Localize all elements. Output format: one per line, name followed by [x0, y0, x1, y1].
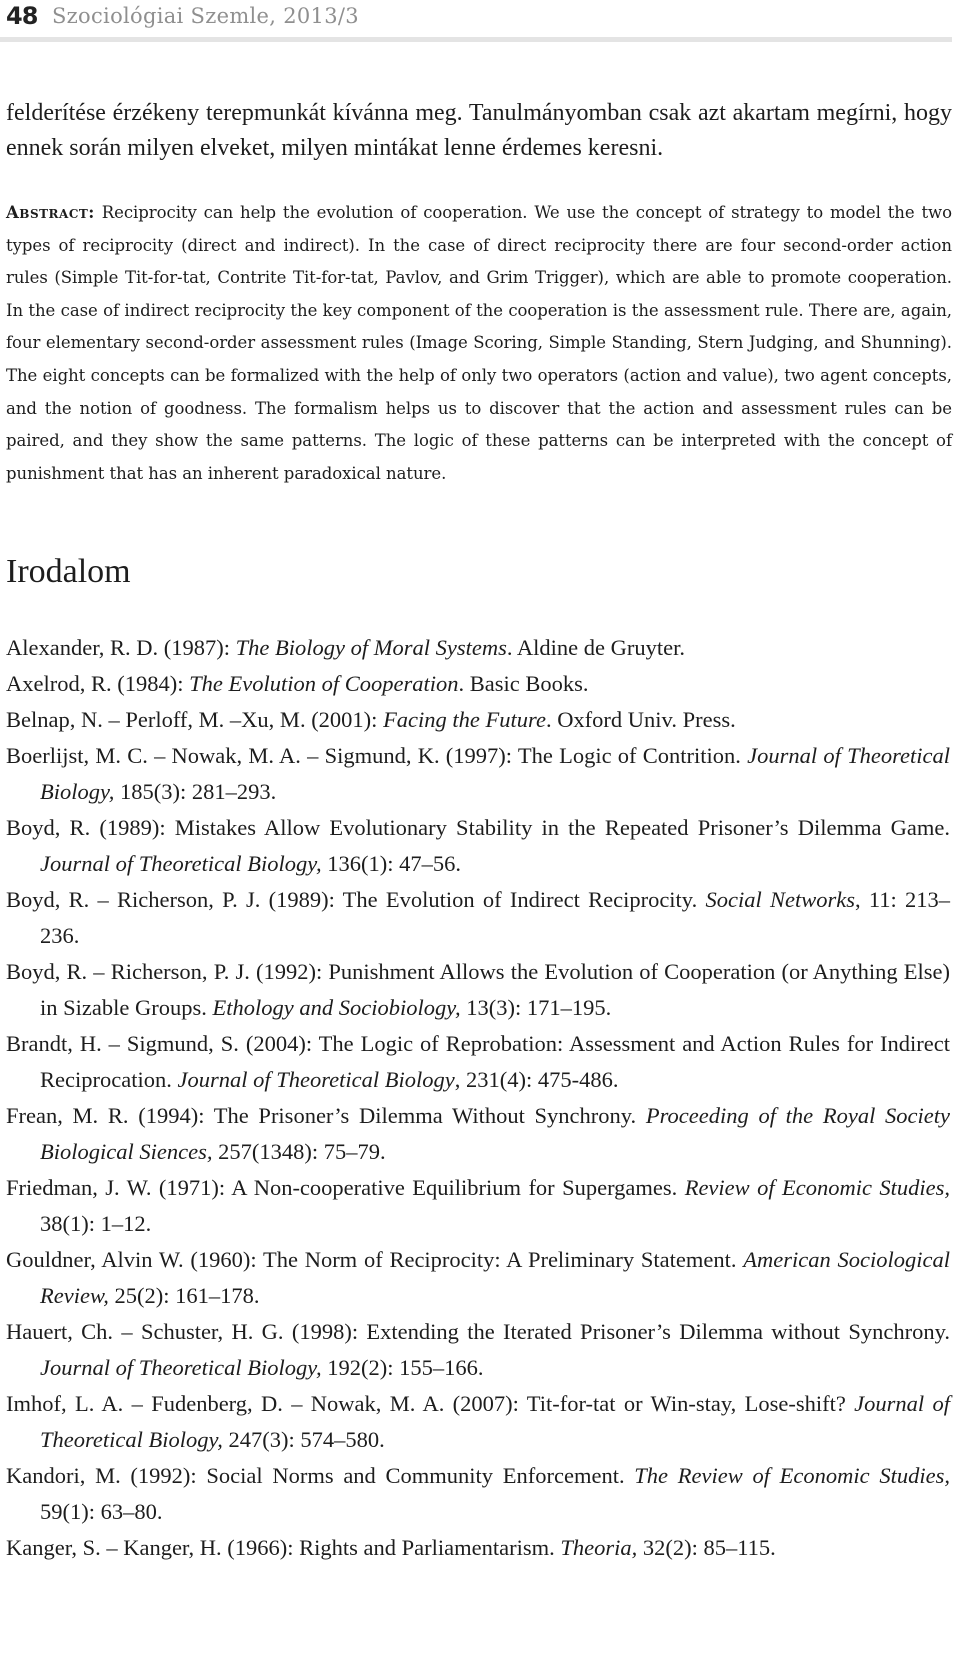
reference-item: Boyd, R. – Richerson, P. J. (1992): Punishment Allows the Evolution of Cooperation (or Anything Else) in Sizable Groups. Ethology and Sociobiology, 13(3): 171–195. — [6, 959, 950, 1020]
reference-item: Boerlijst, M. C. – Nowak, M. A. – Sigmund, K. (1997): The Logic of Contrition. Journal of Theoretical Biology, 185(3): 281–293. — [6, 743, 950, 804]
header-rule — [0, 37, 952, 42]
intro-paragraph: felderítése érzékeny terepmunkát kívánna meg. Tanulmányomban csak azt akartam megírni, hogy ennek során milyen elveket, milyen mintákat lenne érdemes keresni. — [6, 100, 952, 161]
abstract-text: Reciprocity can help the evolution of cooperation. We use the concept of strategy to model the two types of reciprocity (direct and indirect). In the case of direct reciprocity there are four second-order action rules (Simple Tit-for-tat, Contrite Tit-for-tat, Pavlov, and Grim Trigger), which are able to promote cooperation. In the case of indirect reciprocity the key component of the cooperation is the assessment rule. There are, again, four elementary second-order assessment rules (Image Scoring, Simple Standing, Stern Judging, and Shunning). The eight concepts can be formalized with the help of only two operators (action and value), two agent concepts, and the notion of goodness. The formalism helps us to discover that the action and assessment rules can be paired, and they show the same patterns. The logic of these patterns can be interpreted with the concept of punishment that has an inherent paradoxical nature. — [6, 203, 952, 483]
reference-item: Boyd, R. (1989): Mistakes Allow Evolutionary Stability in the Repeated Prisoner’s Dilemma Game. Journal of Theoretical Biology, 136(1): 47–56. — [6, 815, 950, 876]
reference-item: Friedman, J. W. (1971): A Non-cooperative Equilibrium for Supergames. Review of Economic Studies, 38(1): 1–12. — [6, 1175, 950, 1236]
reference-item: Boyd, R. – Richerson, P. J. (1989): The Evolution of Indirect Reciprocity. Social Networks, 11: 213–236. — [6, 887, 950, 948]
reference-item: Belnap, N. – Perloff, M. –Xu, M. (2001): Facing the Future. Oxford Univ. Press. — [6, 707, 736, 732]
reference-list — [6, 630, 950, 1566]
reference-item: Kandori, M. (1992): Social Norms and Community Enforcement. The Review of Economic Studies, 59(1): 63–80. — [6, 1463, 950, 1524]
abstract-label: Abstract: — [6, 203, 95, 222]
section-title: Irodalom — [6, 553, 131, 590]
page-number: 48 — [6, 2, 38, 30]
running-header — [0, 0, 960, 50]
journal-title: Szociológiai Szemle, 2013/3 — [52, 4, 359, 28]
reference-item: Brandt, H. – Sigmund, S. (2004): The Logic of Reprobation: Assessment and Action Rules for Indirect Reciprocation. Journal of Theoretical Biology, 231(4): 475-486. — [6, 1031, 950, 1092]
reference-item: Hauert, Ch. – Schuster, H. G. (1998): Extending the Iterated Prisoner’s Dilemma without Synchrony. Journal of Theoretical Biology, 192(2): 155–166. — [6, 1319, 950, 1380]
reference-item: Frean, M. R. (1994): The Prisoner’s Dilemma Without Synchrony. Proceeding of the Royal Society Biological Siences, 257(1348): 75–79. — [6, 1103, 950, 1164]
reference-item: Axelrod, R. (1984): The Evolution of Cooperation. Basic Books. — [6, 671, 589, 696]
reference-item: Kanger, S. – Kanger, H. (1966): Rights and Parliamentarism. Theoria, 32(2): 85–115. — [6, 1535, 776, 1560]
reference-item: Imhof, L. A. – Fudenberg, D. – Nowak, M. A. (2007): Tit-for-tat or Win-stay, Lose-shift? Journal of Theoretical Biology, 247(3): 574–580. — [6, 1391, 950, 1452]
reference-item: Alexander, R. D. (1987): The Biology of Moral Systems. Aldine de Gruyter. — [6, 635, 685, 660]
abstract-paragraph — [6, 197, 952, 490]
reference-item: Gouldner, Alvin W. (1960): The Norm of Reciprocity: A Preliminary Statement. American Sociological Review, 25(2): 161–178. — [6, 1247, 950, 1308]
